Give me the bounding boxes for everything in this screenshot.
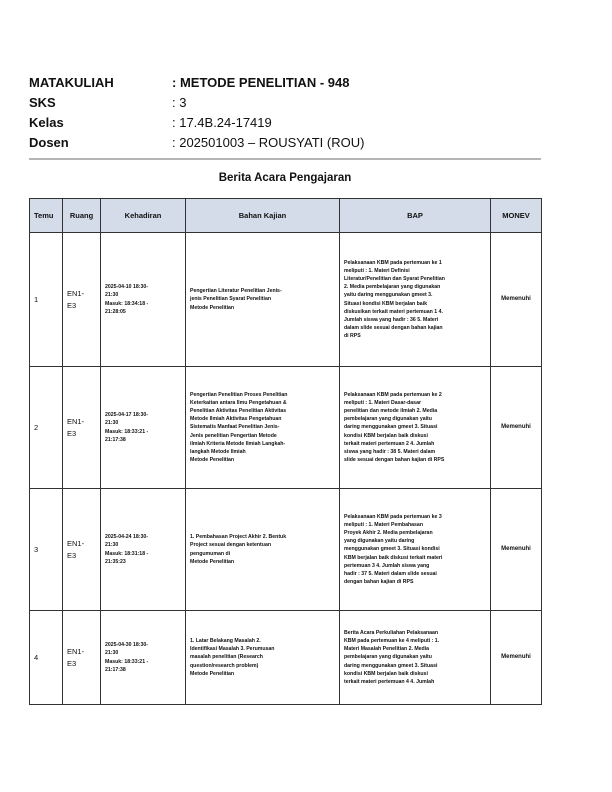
course-field-label: MATAKULIAH <box>29 75 114 90</box>
bap-cell: Berita Acara Perkuliahan Pelaksanaan KBM pada pertemuan ke 4 meliputi : 1. Materi Masalah Penelitian 2. Media pembelajaran yang digunakan yaitu daring menggunakan gmeet 3. Situasi kondisi KBM berjalan baik diskusi terkait materi pertemuan 4 4. Jumlah <box>340 611 491 705</box>
lecturer-field-row <box>29 133 364 153</box>
credits-field-label: SKS <box>29 95 56 110</box>
room-cell: EN1- E3 <box>63 611 101 705</box>
meeting-number: 4 <box>30 611 63 705</box>
study-material-cell: Pengertian Literatur Penelitian Jenis- jenis Penelitian Syarat Penelitian Metode Penelitian <box>186 233 340 367</box>
room-cell: EN1- E3 <box>63 489 101 611</box>
lecturer-field-label: Dosen <box>29 135 69 150</box>
table-row <box>30 233 542 367</box>
course-field-row <box>29 73 364 93</box>
meeting-number: 2 <box>30 367 63 489</box>
lecturer-field-value: : 202501003 – ROUSYATI (ROU) <box>172 135 365 150</box>
study-material-cell: 1. Latar Belakang Masalah 2. Identifikasi Masalah 3. Perumusan masalah penelitian (Research question/research problem) Metode Penelitian <box>186 611 340 705</box>
attendance-cell: 2025-04-17 18:30- 21:30 Masuk: 18:33:21 - 21:17:38 <box>101 367 186 489</box>
credits-field-row <box>29 93 364 113</box>
meeting-number: 3 <box>30 489 63 611</box>
class-field-row <box>29 113 364 133</box>
room-cell: EN1- E3 <box>63 233 101 367</box>
attendance-cell: 2025-04-24 18:30- 21:30 Masuk: 18:31:18 - 21:35:23 <box>101 489 186 611</box>
credits-field-value: : 3 <box>172 95 187 110</box>
column-header-temu: Temu <box>30 199 63 233</box>
document-title: Berita Acara Pengajaran <box>218 172 352 184</box>
column-header-ruang: Ruang <box>63 199 101 233</box>
attendance-cell: 2025-04-10 18:30- 21:30 Masuk: 18:34:18 - 21:28:05 <box>101 233 186 367</box>
column-header-bap: BAP <box>340 199 491 233</box>
bap-cell: Pelaksanaan KBM pada pertemuan ke 1 meliputi : 1. Materi Definisi Literatur/Penelitian dan Syarat Penelitian 2. Media pembelajaran yang digunakan yaitu daring menggunakan gmeet 3. Situasi kondisi KBM berjalan baik diskusikan terkait materi pertemuan 1 4. Jumlah siswa yang hadir : 36 5. Materi dalam slide sesuai dengan bahan kajian di RPS <box>340 233 491 367</box>
bap-cell: Pelaksanaan KBM pada pertemuan ke 2 meliputi : 1. Materi Dasar-dasar penelitian dan metode ilmiah 2. Media pembelajaran yang digunakan yaitu daring menggunakan gmeet 3. Situasi kondisi KBM berjalan baik diskusi terkait materi pertemuan 2 4. Jumlah siswa yang hadir : 38 5. Materi dalam slide sesuai dengan bahan kajian di RPS <box>340 367 491 489</box>
class-field-value: : 17.4B.24-17419 <box>172 115 272 130</box>
course-field-value: : METODE PENELITIAN - 948 <box>172 75 350 90</box>
course-info <box>29 73 364 153</box>
monev-cell: Memenuhi <box>491 367 542 489</box>
monev-cell: Memenuhi <box>491 489 542 611</box>
class-field-label: Kelas <box>29 115 64 130</box>
column-header-kehadiran: Kehadiran <box>101 199 186 233</box>
study-material-cell: 1. Pembahasan Project Akhir 2. Bentuk Project sesuai dengan ketentuan pengumuman di Metode Penelitian <box>186 489 340 611</box>
study-material-cell: Pengertian Penelitian Proses Penelitian Keterkaitan antara Ilmu Pengetahuan & Penelitian Aktivitas Penelitian Aktivitas Metode Ilmiah Aktivitas Pengetahuan Sistematis Manfaat Penelitian Jenis- Jenis penelitian Pengertian Metode ilmiah Kriteria Metode Ilmiah Langkah- langkah Metode Ilmiah Metode Penelitian <box>186 367 340 489</box>
table-row <box>30 489 542 611</box>
monev-cell: Memenuhi <box>491 233 542 367</box>
table-header-row <box>30 199 542 233</box>
teaching-record-table <box>29 198 542 705</box>
table-row <box>30 611 542 705</box>
column-header-bahan-kajian: Bahan Kajian <box>186 199 340 233</box>
room-cell: EN1- E3 <box>63 367 101 489</box>
bap-cell: Pelaksanaan KBM pada pertemuan ke 3 meliputi : 1. Materi Pembahasan Proyek Akhir 2. Media pembelajaran yang digunakan yaitu daring menggunakan gmeet 3. Situasi kondisi KBM berjalan baik diskusi terkait materi pertemuan 3 4. Jumlah siswa yang hadir : 37 5. Materi dalam slide sesuai dengan bahan kajian di RPS <box>340 489 491 611</box>
table-row <box>30 367 542 489</box>
column-header-monev: MONEV <box>491 199 542 233</box>
meeting-number: 1 <box>30 233 63 367</box>
attendance-cell: 2025-04-30 18:30- 21:30 Masuk: 18:33:21 - 21:17:38 <box>101 611 186 705</box>
monev-cell: Memenuhi <box>491 611 542 705</box>
header-divider <box>29 158 541 160</box>
